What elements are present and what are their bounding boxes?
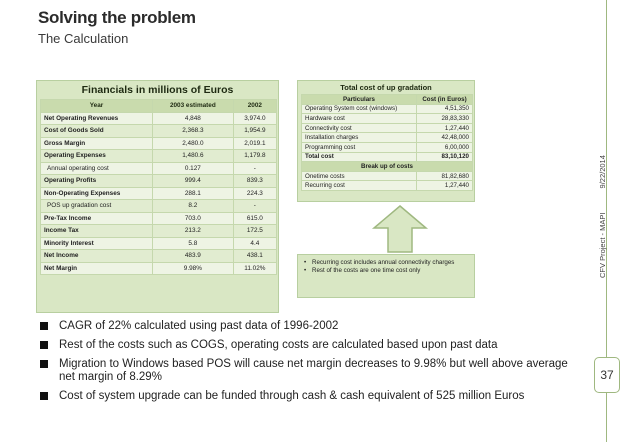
slide-title: Solving the problem [38,8,196,27]
square-bullet-icon [40,392,48,400]
cost-cell: 1,27,440 [417,123,473,133]
table-row [41,187,277,200]
breakup-header-row [302,162,473,172]
value-cell: 1,954.9 [233,125,276,138]
column-header-2003: 2003 estimated [153,100,234,113]
cost-cell: 1,27,440 [417,181,473,191]
row-label-cell: Minority Interest [41,237,153,250]
square-bullet-icon [40,360,48,368]
particular-cell: Connectivity cost [302,123,417,133]
cost-cell: 42,48,000 [417,133,473,143]
table-row [302,152,473,162]
table-header-row [41,100,277,113]
value-cell: 224.3 [233,187,276,200]
bullet-item [38,358,578,384]
rail-project-label: CFV Project - MAPI [598,212,607,278]
table-row [41,112,277,125]
page-number-badge: 37 [594,357,620,393]
value-cell: 999.4 [153,175,234,188]
rail-footer-text [598,118,607,278]
cost-note: • Rest of the costs are one time cost only [304,267,468,275]
table-row [302,123,473,133]
cost-table-panel [297,80,475,202]
bullet-list [38,320,578,409]
value-cell: 703.0 [153,212,234,225]
value-cell: 213.2 [153,225,234,238]
value-cell: 4,848 [153,112,234,125]
cost-cell: 28,83,330 [417,114,473,124]
bullet-text: Cost of system upgrade can be funded through cash & cash equivalent of 525 million Euros [59,390,525,402]
cost-cell: 83,10,120 [417,152,473,162]
table-row [41,200,277,213]
bullet-text: CAGR of 22% calculated using past data of 1996-2002 [59,320,339,332]
value-cell: 9.98% [153,262,234,275]
row-label-cell: Net Margin [41,262,153,275]
row-label-cell: Income Tax [41,225,153,238]
table-header-row [302,95,473,105]
up-arrow-icon [370,204,430,254]
value-cell: 839.3 [233,175,276,188]
financials-table-header: Financials in millions of Euros [81,84,234,96]
value-cell: - [233,162,276,175]
table-row [41,137,277,150]
table-row [302,114,473,124]
row-label-cell: Annual operating cost [41,162,153,175]
table-row [41,175,277,188]
row-label-cell: Cost of Goods Sold [41,125,153,138]
breakup-header: Break up of costs [302,162,473,172]
particular-cell: Total cost [302,152,417,162]
row-label-cell: Pre-Tax Income [41,212,153,225]
value-cell: 11.02% [233,262,276,275]
column-header-particulars: Particulars [302,95,417,105]
column-header-year: Year [41,100,153,113]
slide-subtitle: The Calculation [38,31,129,46]
column-header-2002: 2002 [233,100,276,113]
row-label-cell: Non-Operating Expenses [41,187,153,200]
table-row [41,250,277,263]
value-cell: 2,480.0 [153,137,234,150]
value-cell: 438.1 [233,250,276,263]
cost-table-header: Total cost of up gradation [340,83,432,92]
value-cell: 5.8 [153,237,234,250]
bullet-text: Migration to Windows based POS will cause net margin decreases to 9.98% but well above average net margin of 8.29% [59,358,568,383]
value-cell: 288.1 [153,187,234,200]
table-row [41,262,277,275]
value-cell: 2,368.3 [153,125,234,138]
table-row [302,181,473,191]
bullet-item [38,320,578,333]
table-row [302,133,473,143]
rail-date-label: 9/22/2014 [598,155,607,189]
bullet-item [38,339,578,352]
row-label-cell: Operating Expenses [41,150,153,163]
cost-table [301,94,473,191]
financials-table [40,99,277,275]
value-cell: 8.2 [153,200,234,213]
value-cell: - [233,200,276,213]
cost-notes-box [297,254,475,298]
financials-table-panel [36,80,279,313]
table-row [302,104,473,114]
particular-cell: Programming cost [302,142,417,152]
bullet-text: Rest of the costs such as COGS, operating costs are calculated based upon past data [59,339,498,351]
row-label-cell: Gross Margin [41,137,153,150]
particular-cell: Installation charges [302,133,417,143]
value-cell: 1,179.8 [233,150,276,163]
particular-cell: Onetime costs [302,171,417,181]
value-cell: 172.5 [233,225,276,238]
row-label-cell: Operating Profits [41,175,153,188]
table-row [302,142,473,152]
table-row [41,125,277,138]
particular-cell: Recurring cost [302,181,417,191]
column-header-cost: Cost (in Euros) [417,95,473,105]
value-cell: 3,974.0 [233,112,276,125]
square-bullet-icon [40,341,48,349]
value-cell: 4.4 [233,237,276,250]
value-cell: 2,019.1 [233,137,276,150]
value-cell: 615.0 [233,212,276,225]
value-cell: 483.9 [153,250,234,263]
table-row [41,225,277,238]
table-row [41,212,277,225]
cost-cell: 4,51,350 [417,104,473,114]
table-row [41,150,277,163]
particular-cell: Hardware cost [302,114,417,124]
bullet-item [38,390,578,403]
cost-cell: 6,00,000 [417,142,473,152]
row-label-cell: POS up gradation cost [41,200,153,213]
table-row [302,171,473,181]
square-bullet-icon [40,322,48,330]
particular-cell: Operating System cost (windows) [302,104,417,114]
table-row [41,162,277,175]
row-label-cell: Net Operating Revenues [41,112,153,125]
cost-note: • Recurring cost includes annual connectivity charges [304,259,468,267]
table-row [41,237,277,250]
value-cell: 1,480.6 [153,150,234,163]
cost-cell: 81,82,680 [417,171,473,181]
row-label-cell: Net Income [41,250,153,263]
value-cell: 0.127 [153,162,234,175]
